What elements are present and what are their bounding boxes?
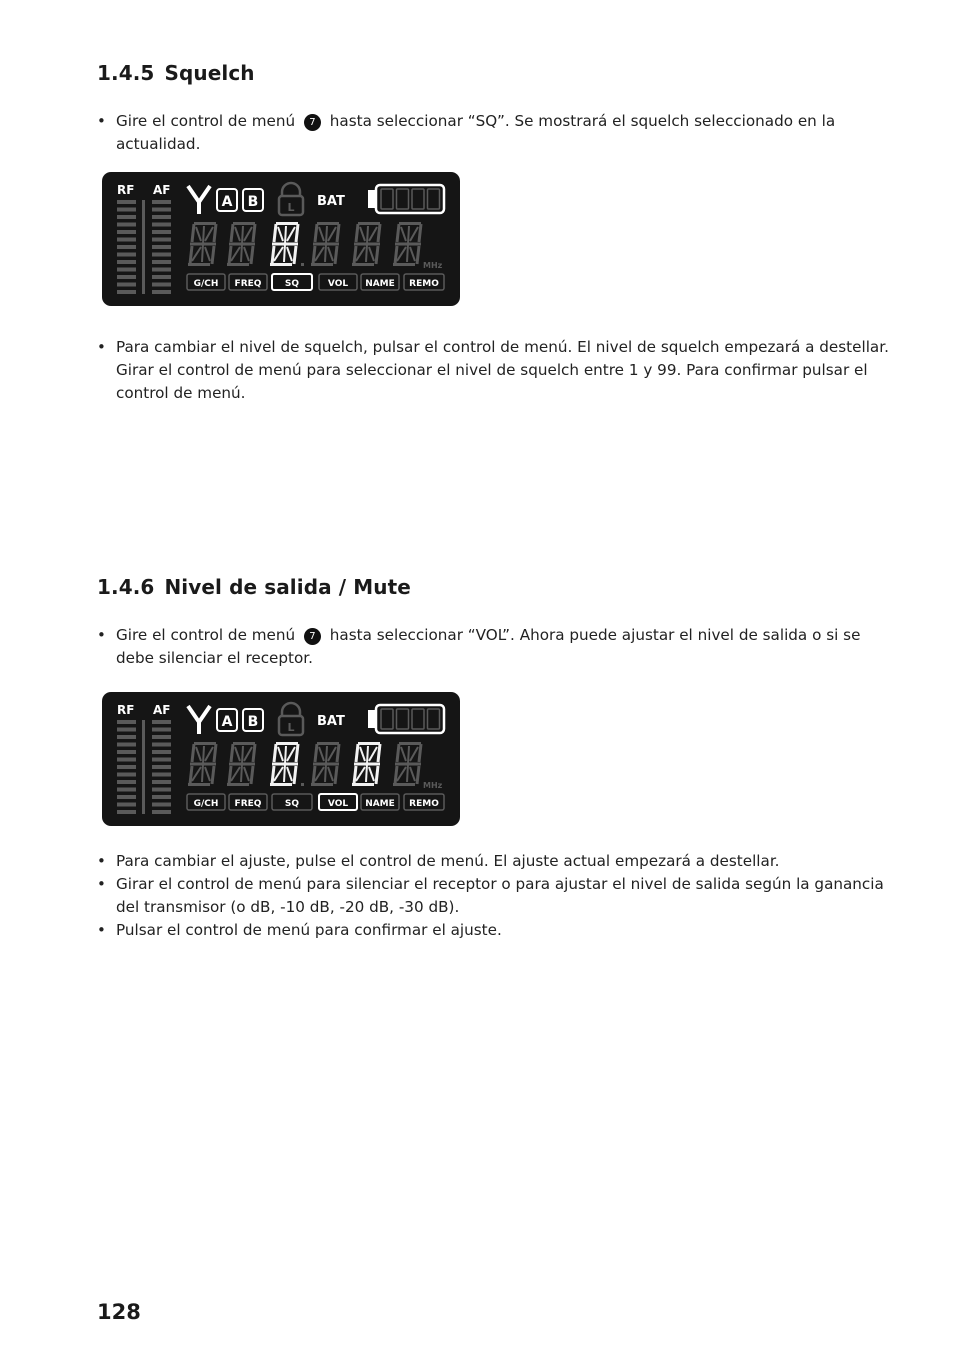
af-meter-bar [152,275,171,279]
section-title: Squelch [164,61,255,85]
battery-icon [368,705,444,733]
function-button-label: NAME [365,799,395,809]
rf-label: RF [117,703,135,717]
rf-meter-bar [117,238,136,242]
rf-meter-bar [117,200,136,204]
lcd-segment [395,766,397,784]
function-button-label: G/CH [193,279,219,289]
list-item: • Pulsar el control de menú para confirmar el ajuste. [97,919,897,942]
af-meter-bar [152,200,171,204]
reference-number-icon: 7 [304,628,321,645]
lcd-segment [317,742,339,745]
lcd-segment [296,224,298,242]
lcd-segment [192,744,194,762]
function-button-label: G/CH [193,799,219,809]
af-meter-bar [152,268,171,272]
rf-meter-bar [117,758,136,762]
rf-meter-bar [117,215,136,219]
af-meter-bar [152,283,171,287]
lcd-segment [194,742,216,745]
lock-letter: L [287,201,295,214]
rf-meter-bar [117,795,136,799]
bullet-list [97,850,897,942]
mhz-label: MHz [423,781,443,790]
section-output-level [97,575,897,670]
function-button-label: FREQ [234,279,262,289]
list-item [97,624,897,670]
af-meter-bar [152,208,171,212]
bat-label: BAT [317,714,345,729]
lcd-segment [294,766,296,784]
af-meter-bar [152,238,171,242]
meter-divider [142,720,145,814]
list-item [97,110,897,156]
bullet-list [97,110,897,156]
rf-meter-bar [117,290,136,294]
bullet-list [97,624,897,670]
lcd-segment [253,224,255,242]
section-output-level-continued [97,850,897,942]
lcd-segment [212,246,214,264]
lcd-segment [417,246,419,264]
lcd-segment [335,766,337,784]
rf-meter-bar [117,720,136,724]
af-label: AF [153,183,171,197]
lcd-segment [378,744,380,762]
af-meter-bar [152,735,171,739]
lcd-segment [399,742,421,745]
lcd-segment [214,744,216,762]
lcd-segment [376,766,378,784]
af-meter-bar [152,810,171,814]
bullet-text: Gire el control de menú [116,112,296,130]
section-number: 1.4.5 [97,61,155,85]
lcd-segment [231,744,233,762]
rf-meter-bar [117,245,136,249]
lcd-segment [190,246,192,264]
lcd-segment [231,224,233,242]
bat-label: BAT [317,194,345,209]
lcd-segment [251,766,253,784]
channel-a-label: A [221,714,233,730]
rf-meter-bar [117,728,136,732]
lcd-segment [313,766,315,784]
bullet-text: hasta seleccionar “VOL”. Ahora puede ajustar el nivel de salida o si se debe silenciar el receptor. [116,626,861,667]
rf-meter-bar [117,283,136,287]
af-meter-bar [152,758,171,762]
lcd-segment [192,224,194,242]
lcd-segment [229,766,231,784]
lcd-segment [276,742,298,745]
af-meter-bar [152,788,171,792]
lcd-segment [399,222,421,225]
lcd-segment [356,224,358,242]
af-meter-bar [152,780,171,784]
lcd-segment [356,744,358,762]
af-meter-bar [152,290,171,294]
function-button-label: VOL [327,279,349,289]
lcd-segment [294,246,296,264]
lcd-segment [419,224,421,242]
af-meter-bar [152,215,171,219]
rf-meter-bar [117,253,136,257]
function-button-label: FREQ [234,799,262,809]
reference-number-icon: 7 [304,114,321,131]
lcd-display-squelch [102,172,460,306]
meter-divider [142,200,145,294]
af-meter-bar [152,803,171,807]
function-button-label: VOL [327,799,349,809]
lcd-segment [272,246,274,264]
lcd-segment [214,224,216,242]
lcd-segment [315,744,317,762]
lcd-segment [354,766,356,784]
rf-meter-bar [117,780,136,784]
section-heading [97,61,897,85]
lcd-segment [335,246,337,264]
rf-meter-bar [117,230,136,234]
af-meter-bar [152,728,171,732]
rf-meter-bar [117,735,136,739]
bullet-text: Gire el control de menú [116,626,296,644]
lcd-segment [274,744,276,762]
decimal-point [301,263,304,266]
function-button-label: SQ [284,279,300,289]
af-meter-bar [152,720,171,724]
page-number: 128 [97,1300,141,1324]
rf-label: RF [117,183,135,197]
af-meter-bar [152,743,171,747]
rf-meter-bar [117,803,136,807]
af-meter-bar [152,795,171,799]
rf-meter-bar [117,765,136,769]
rf-meter-bar [117,223,136,227]
list-item: • Para cambiar el nivel de squelch, pulsar el control de menú. El nivel de squelch empezará a destellar. Girar el control de menú para seleccionar el nivel de squelch entre 1 y 99. Para confirmar pulsar el control de menú. [97,336,897,405]
rf-meter-bar [117,773,136,777]
rf-meter-bar [117,750,136,754]
list-item: • Girar el control de menú para silenciar el receptor o para ajustar el nivel de salida según la ganancia del transmisor (o dB, -10 dB, -20 dB, -30 dB). [97,873,897,919]
lcd-segment [313,246,315,264]
af-meter-bar [152,773,171,777]
lcd-segment [233,742,255,745]
function-button-label: REMO [409,279,439,289]
bullet-text: hasta seleccionar “SQ”. Se mostrará el squelch seleccionado en la actualidad. [116,112,836,153]
af-meter-bar [152,765,171,769]
af-label: AF [153,703,171,717]
rf-meter-bar [117,260,136,264]
section-squelch-continued [97,336,897,405]
lcd-segment [376,246,378,264]
section-title: Nivel de salida / Mute [164,575,411,599]
lcd-segment [358,222,380,225]
channel-b-label: B [247,194,259,210]
lcd-segment [354,246,356,264]
lcd-segment [272,766,274,784]
lcd-segment [276,222,298,225]
lcd-segment [194,222,216,225]
lcd-segment [296,744,298,762]
lcd-segment [417,766,419,784]
lcd-segment [337,224,339,242]
af-meter-bar [152,245,171,249]
decimal-point [301,783,304,786]
lcd-segment [253,744,255,762]
lcd-segment [317,222,339,225]
rf-meter-bar [117,810,136,814]
lcd-segment [397,224,399,242]
list-item: • Para cambiar el ajuste, pulse el control de menú. El ajuste actual empezará a destellar. [97,850,897,873]
function-button-label: REMO [409,799,439,809]
lcd-segment [229,246,231,264]
lcd-segment [212,766,214,784]
lcd-segment [395,246,397,264]
af-meter-bar [152,230,171,234]
af-meter-bar [152,253,171,257]
rf-meter-bar [117,268,136,272]
rf-meter-bar [117,788,136,792]
lcd-segment [378,224,380,242]
af-meter-bar [152,223,171,227]
lcd-display-volume [102,692,460,826]
lcd-segment [315,224,317,242]
function-button-label: SQ [284,799,300,809]
rf-meter-bar [117,743,136,747]
rf-meter-bar [117,208,136,212]
section-squelch [97,61,897,156]
mhz-label: MHz [423,261,443,270]
channel-a-label: A [221,194,233,210]
lcd-segment [190,766,192,784]
lcd-segment [337,744,339,762]
battery-icon [368,185,444,213]
lcd-segment [419,744,421,762]
lcd-segment [233,222,255,225]
lcd-segment [274,224,276,242]
section-heading [97,575,897,599]
lcd-segment [358,742,380,745]
bullet-list [97,336,897,405]
lock-letter: L [287,721,295,734]
function-button-label: NAME [365,279,395,289]
af-meter-bar [152,260,171,264]
rf-meter-bar [117,275,136,279]
af-meter-bar [152,750,171,754]
lcd-segment [397,744,399,762]
section-number: 1.4.6 [97,575,155,599]
lcd-segment [251,246,253,264]
channel-b-label: B [247,714,259,730]
